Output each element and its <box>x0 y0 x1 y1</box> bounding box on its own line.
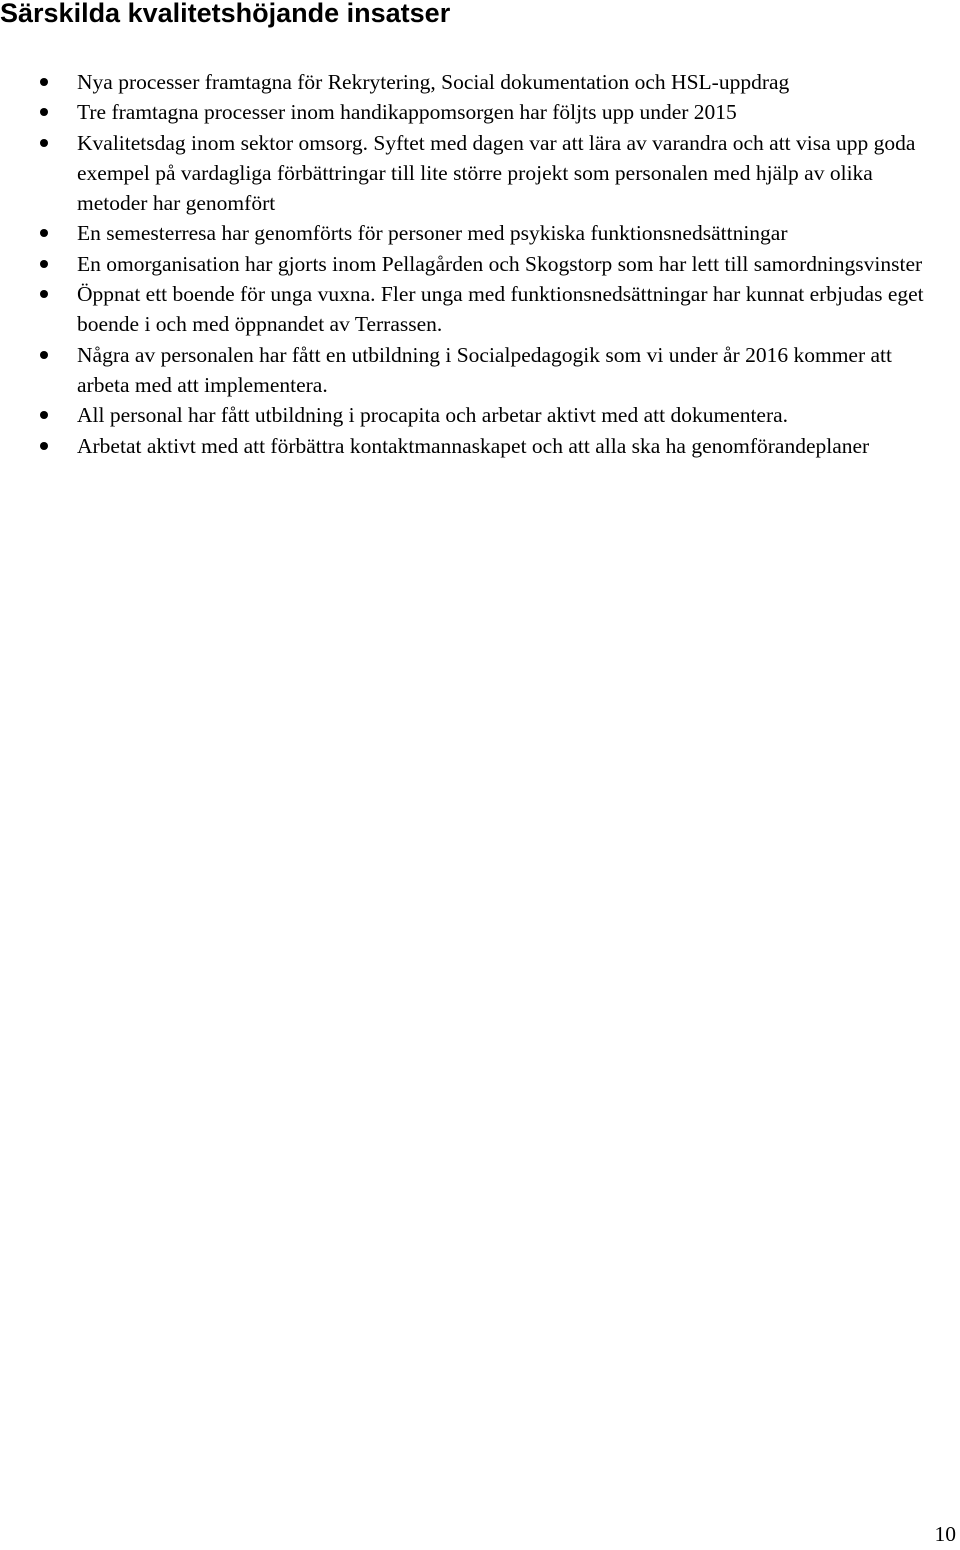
list-item-text: Arbetat aktivt med att förbättra kontaktmannaskapet och att alla ska ha genomförandeplaner <box>77 433 870 458</box>
list-item-text: Kvalitetsdag inom sektor omsorg. Syftet med dagen var att lära av varandra och att visa upp goda exempel på vardagliga förbättringar till lite större projekt som personalen med hjälp av olika metoder har genomfört <box>77 130 916 216</box>
bullet-icon <box>40 290 48 298</box>
list-item-text: All personal har fått utbildning i procapita och arbetar aktivt med att dokumentera. <box>77 403 789 428</box>
list-item-text: Tre framtagna processer inom handikappomsorgen har följts upp under 2015 <box>77 100 737 125</box>
bullet-icon <box>40 260 48 268</box>
bullet-icon <box>40 78 48 86</box>
list-item-text: Nya processer framtagna för Rekrytering, Social dokumentation och HSL-uppdrag <box>77 70 790 94</box>
list-item-text: En omorganisation har gjorts inom Pellagården och Skogstorp som har lett till samordningsvinster <box>77 251 923 276</box>
list-item <box>0 249 960 279</box>
bullet-icon <box>40 351 48 359</box>
list-item <box>0 218 960 248</box>
list-item <box>0 67 960 97</box>
bullet-icon <box>40 108 48 116</box>
list-item <box>0 340 960 401</box>
bullet-icon <box>40 411 48 419</box>
list-item-text: Öppnat ett boende för unga vuxna. Fler unga med funktionsnedsättningar har kunnat erbjudas eget boende i och med öppnandet av Terrassen. <box>77 282 924 337</box>
list-item <box>0 431 960 461</box>
section-heading: Särskilda kvalitetshöjande insatser <box>0 0 451 28</box>
bullet-icon <box>40 229 48 237</box>
list-item-text: En semesterresa har genomförts för personer med psykiska funktionsnedsättningar <box>77 221 788 246</box>
page-number: 10 <box>934 1522 956 1546</box>
bullet-icon <box>40 139 48 147</box>
list-item <box>0 400 960 430</box>
bullet-list <box>0 67 960 461</box>
list-item <box>0 97 960 127</box>
list-item-text: Några av personalen har fått en utbildning i Socialpedagogik som vi under år 2016 kommer att arbeta med att implementera. <box>77 342 892 397</box>
list-item <box>0 128 960 219</box>
bullet-icon <box>40 442 48 450</box>
list-item <box>0 279 960 340</box>
